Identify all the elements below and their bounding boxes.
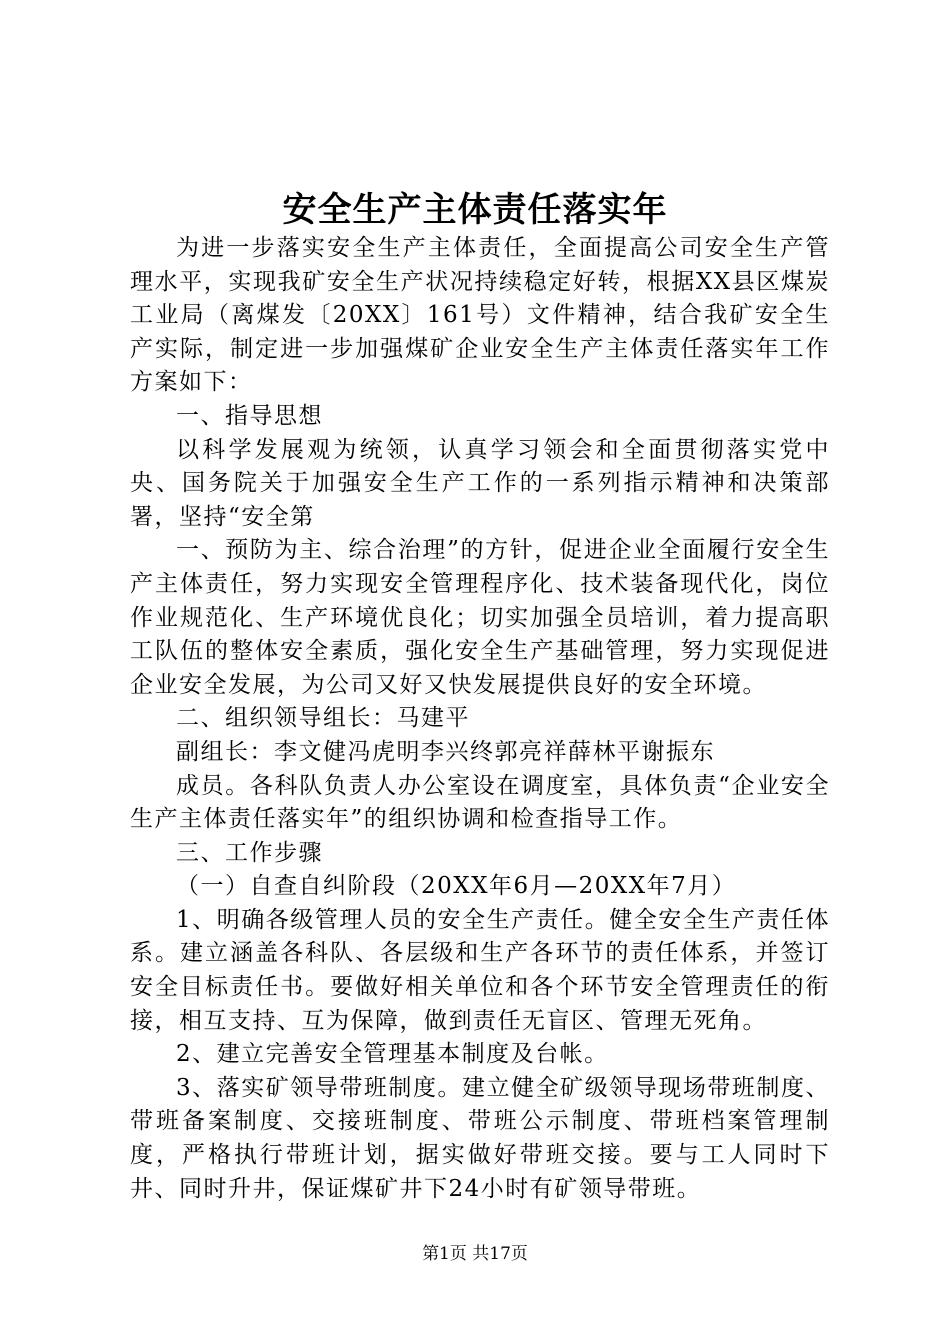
paragraph-item-3: 3、落实矿领导带班制度。建立健全矿级领导现场带班制度、带班备案制度、交接班制度、带班公示制度、带班档案管理制度，严格执行带班计划，据实做好带班交接。要与工人同时下井、同时升井，保证煤矿井下24小时有矿领导带班。: [130, 1074, 830, 1202]
heading-leadership: 二、组织领导组长：马建平: [176, 705, 470, 732]
heading-self-check-stage: （一）自查自纠阶段（20XX年6月—20XX年7月）: [176, 873, 737, 900]
paragraph-members: 成员。各科队负责人办公室设在调度室，具体负责“企业安全生产主体责任落实年”的组织协调和检查指导工作。: [130, 772, 830, 833]
paragraph-item-1: 1、明确各级管理人员的安全生产责任。健全安全生产责任体系。建立涵盖各科队、各层级和生产各环节的责任体系，并签订安全目标责任书。要做好相关单位和各个环节安全管理责任的衔接，相互支持、互为保障，做到责任无盲区、管理无死角。: [130, 906, 830, 1034]
heading-work-steps: 三、工作步骤: [176, 839, 323, 866]
paragraph-intro: 为进一步落实安全生产主体责任，全面提高公司安全生产管理水平，实现我矿安全生产状况持续稳定好转，根据XX县区煤炭工业局（离煤发〔20XX〕161号）文件精神，结合我矿安全生产实际，制定进一步加强煤矿企业安全生产主体责任落实年工作方案如下：: [130, 235, 830, 396]
paragraph-item-2: 2、建立完善安全管理基本制度及台帐。: [176, 1041, 609, 1068]
paragraph-deputy-leaders: 副组长：李文健冯虎明李兴终郭亮祥薛林平谢振东: [176, 738, 715, 765]
paragraph-guiding-ideology: 以科学发展观为统领，认真学习领会和全面贯彻落实党中央、国务院关于加强安全生产工作的一系列指示精神和决策部署，坚持“安全第: [130, 436, 830, 530]
document-body: [130, 232, 830, 1206]
page-number-footer: 第1页 共17页: [422, 1244, 528, 1264]
heading-guiding-ideology: 一、指导思想: [176, 402, 323, 429]
paragraph-policy: 一、预防为主、综合治理”的方针，促进企业全面履行安全生产主体责任，努力实现安全管理程序化、技术装备现代化，岗位作业规范化、生产环境优良化；切实加强全员培训，着力提高职工队伍的整体安全素质，强化安全生产基础管理，努力实现促进企业安全发展，为公司又好又快发展提供良好的安全环境。: [130, 537, 830, 698]
document-title: 安全生产主体责任落实年: [282, 190, 668, 230]
